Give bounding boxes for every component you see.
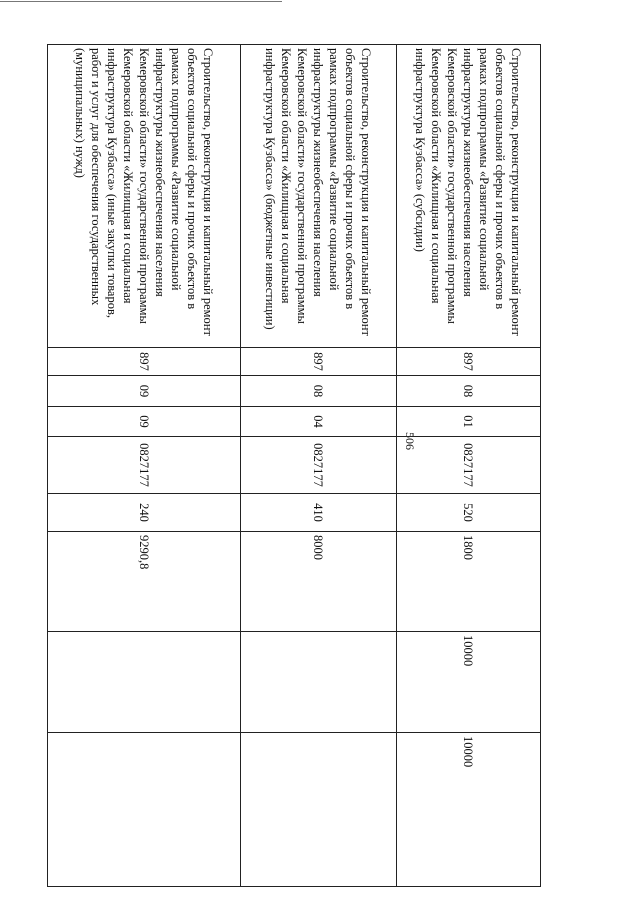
expense-type-cell: 410 xyxy=(241,494,397,532)
budget-table xyxy=(47,44,541,887)
subsection-code-cell: 01 xyxy=(397,407,541,437)
amount-year-3-cell: 10000 xyxy=(397,733,541,887)
table-body xyxy=(48,45,541,887)
target-article-cell: 0827177 xyxy=(241,437,397,494)
ministry-code-cell: 897 xyxy=(397,348,541,376)
target-article-cell: 0827177 xyxy=(397,437,541,494)
row-name-cell: Строительство, реконструкция и капитальный ремонт объектов социальной сферы и прочих объектов в рамках подпрограммы «Развитие социальной инфраструктуры жизнеобеспечения населения Кемеровской области» государственной программы Кемеровской области «Жилищная и социальная инфраструктура Кузбасса» (иные закупки товаров, работ и услуг для обеспечения государственных (муниципальных) нужд) xyxy=(48,45,241,348)
row-name-cell: Строительство, реконструкция и капитальный ремонт объектов социальной сферы и прочих объектов в рамках подпрограммы «Развитие социальной инфраструктуры жизнеобеспечения населения Кемеровской области» государственной программы Кемеровской области «Жилищная и социальная инфраструктура Кузбасса» (бюджетные инвестиции) xyxy=(241,45,397,348)
table-row xyxy=(241,45,397,887)
amount-year-1-cell: 1800 xyxy=(397,532,541,632)
amount-year-2-cell xyxy=(241,632,397,733)
section-code-cell: 08 xyxy=(397,376,541,407)
table-row xyxy=(397,45,541,887)
top-rule xyxy=(0,1,282,2)
subsection-code-cell: 04 xyxy=(241,407,397,437)
expense-type-cell: 520 xyxy=(397,494,541,532)
page-number: 506 xyxy=(403,432,417,450)
table-row xyxy=(48,45,241,887)
row-name-cell: Строительство, реконструкция и капитальный ремонт объектов социальной сферы и прочих объектов в рамках подпрограммы «Развитие социальной инфраструктуры жизнеобеспечения населения Кемеровской области» государственной программы Кемеровской области «Жилищная и социальная инфраструктура Кузбасса» (субсидии) xyxy=(397,45,541,348)
rotated-table-container xyxy=(48,44,541,886)
target-article-cell: 0827177 xyxy=(48,437,241,494)
amount-year-1-cell: 9290,8 xyxy=(48,532,241,632)
amount-year-2-cell xyxy=(48,632,241,733)
amount-year-1-cell: 8000 xyxy=(241,532,397,632)
amount-year-3-cell xyxy=(241,733,397,887)
amount-year-3-cell xyxy=(48,733,241,887)
subsection-code-cell: 09 xyxy=(48,407,241,437)
amount-year-2-cell: 10000 xyxy=(397,632,541,733)
expense-type-cell: 240 xyxy=(48,494,241,532)
ministry-code-cell: 897 xyxy=(241,348,397,376)
ministry-code-cell: 897 xyxy=(48,348,241,376)
section-code-cell: 08 xyxy=(241,376,397,407)
section-code-cell: 09 xyxy=(48,376,241,407)
